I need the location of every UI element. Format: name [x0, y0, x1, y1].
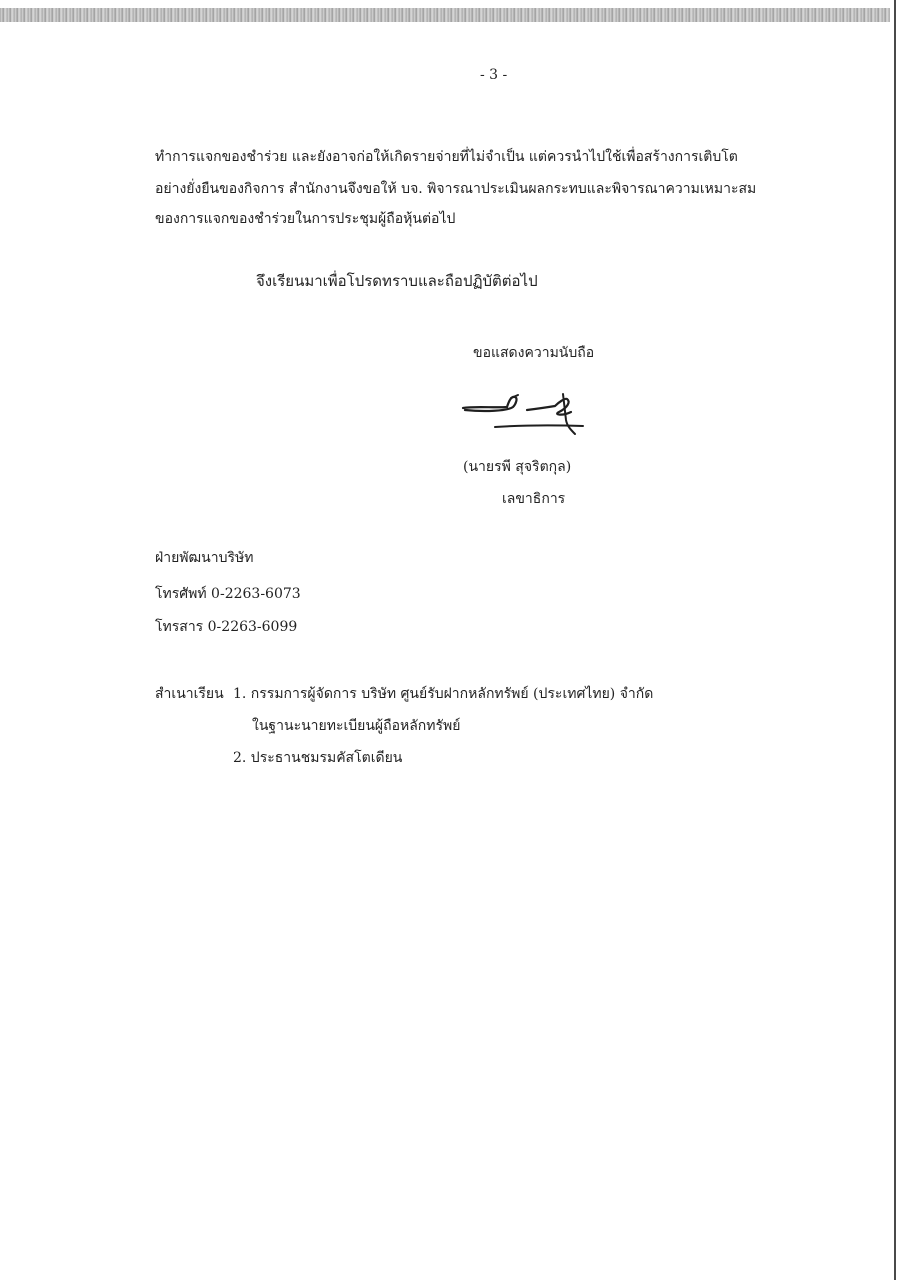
closing-statement: จึงเรียนมาเพื่อโปรดทราบและถือปฏิบัติต่อไป [256, 272, 538, 290]
phone-number: โทรศัพท์ 0-2263-6073 [155, 586, 301, 602]
signer-position: เลขาธิการ [502, 491, 566, 507]
signer-name: (นายรพี สุจริตกุล) [463, 459, 572, 475]
fax-number: โทรสาร 0-2263-6099 [155, 619, 298, 635]
paragraph-line: ของการแจกของชำร่วยในการประชุมผู้ถือหุ้นต่อไป [155, 211, 456, 227]
handwritten-signature [455, 390, 595, 444]
regards-text: ขอแสดงความนับถือ [473, 345, 595, 361]
copies-label: สำเนาเรียน [155, 686, 224, 702]
copy-recipient: 1. กรรมการผู้จัดการ บริษัท ศูนย์รับฝากหลักทรัพย์ (ประเทศไทย) จำกัด [233, 686, 654, 702]
department-name: ฝ่ายพัฒนาบริษัท [155, 550, 254, 566]
scan-top-strip [0, 8, 890, 22]
scan-right-edge [894, 0, 896, 1280]
copy-recipient-continued: ในฐานะนายทะเบียนผู้ถือหลักทรัพย์ [252, 718, 461, 734]
copy-recipient: 2. ประธานชมรมคัสโตเดียน [233, 750, 403, 766]
paragraph-line: อย่างยั่งยืนของกิจการ สำนักงานจึงขอให้ บจ. พิจารณาประเมินผลกระทบและพิจารณาความเหมาะสม [155, 181, 757, 197]
page-number: - 3 - [480, 67, 508, 83]
paragraph-line: ทำการแจกของชำร่วย และยังอาจก่อให้เกิดรายจ่ายที่ไม่จำเป็น แต่ควรนำไปใช้เพื่อสร้างการเติบโต [155, 149, 738, 165]
